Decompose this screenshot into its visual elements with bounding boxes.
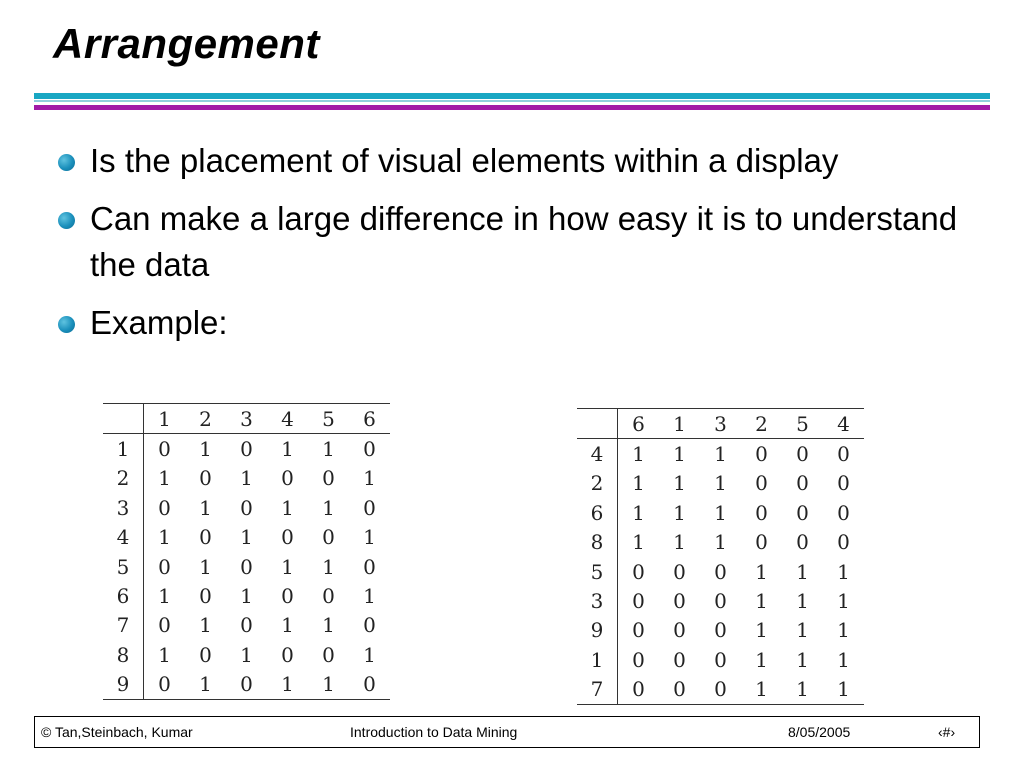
footer-course-title: Introduction to Data Mining <box>350 724 518 740</box>
table-cell: 1 <box>322 672 335 697</box>
slide-footer <box>34 716 980 748</box>
bullet-item <box>58 196 958 288</box>
column-header: 4 <box>281 406 294 431</box>
table-cell: 0 <box>363 613 376 638</box>
bullet-list <box>58 138 958 358</box>
table-cell: 0 <box>199 584 212 609</box>
table-cell: 1 <box>632 442 645 467</box>
table-row <box>103 640 390 669</box>
table-cell: 1 <box>281 672 294 697</box>
table-cell: 1 <box>632 530 645 555</box>
table-cell: 0 <box>755 471 768 496</box>
table-cell: 0 <box>796 442 809 467</box>
table-row <box>103 670 390 700</box>
table-row <box>577 469 864 498</box>
table-cell: 0 <box>322 466 335 491</box>
table-row <box>577 528 864 557</box>
table-cell: 1 <box>796 589 809 614</box>
table-cell: 1 <box>199 613 212 638</box>
table-cell: 0 <box>837 530 850 555</box>
table-cell: 1 <box>281 495 294 520</box>
table-cell: 0 <box>673 647 686 672</box>
row-header: 3 <box>577 586 618 615</box>
row-header: 9 <box>103 670 144 700</box>
table-cell: 0 <box>632 647 645 672</box>
table-cell: 0 <box>755 500 768 525</box>
row-header: 7 <box>103 611 144 640</box>
table-cell: 0 <box>755 530 768 555</box>
table-cell: 1 <box>755 618 768 643</box>
table-cell: 0 <box>673 677 686 702</box>
rearranged-matrix-table <box>577 408 864 705</box>
table-cell: 0 <box>158 672 171 697</box>
table-cell: 0 <box>755 442 768 467</box>
table-cell: 0 <box>199 466 212 491</box>
table-cell: 0 <box>714 559 727 584</box>
table-cell: 1 <box>673 442 686 467</box>
row-header: 5 <box>577 557 618 586</box>
table-cell: 1 <box>158 466 171 491</box>
bullet-text: Is the placement of visual elements within a display <box>90 142 839 179</box>
table-cell: 1 <box>240 584 253 609</box>
table-cell: 0 <box>363 437 376 462</box>
table-cell: 1 <box>281 554 294 579</box>
footer-copyright: © Tan,Steinbach, Kumar <box>41 724 193 740</box>
table-cell: 0 <box>837 500 850 525</box>
table-cell: 0 <box>673 559 686 584</box>
table-row <box>103 552 390 581</box>
row-header: 1 <box>577 645 618 674</box>
column-header: 5 <box>796 411 809 436</box>
table-cell: 1 <box>755 647 768 672</box>
table-row <box>577 675 864 705</box>
table-cell: 1 <box>322 613 335 638</box>
table-cell: 0 <box>796 471 809 496</box>
table-cell: 1 <box>714 442 727 467</box>
table-body <box>103 434 390 700</box>
row-header: 6 <box>103 581 144 610</box>
bullet-text: Example: <box>90 304 228 341</box>
table-row <box>103 581 390 610</box>
table-cell: 0 <box>240 613 253 638</box>
table-cell: 0 <box>632 589 645 614</box>
row-header: 4 <box>577 439 618 469</box>
table-cell: 0 <box>322 642 335 667</box>
table-cell: 1 <box>796 647 809 672</box>
table-cell: 1 <box>673 500 686 525</box>
table-cell: 1 <box>158 525 171 550</box>
table-cell: 1 <box>158 584 171 609</box>
table-cell: 0 <box>240 672 253 697</box>
row-header: 6 <box>577 498 618 527</box>
table-cell: 1 <box>632 500 645 525</box>
table-cell: 0 <box>363 495 376 520</box>
table-cell: 1 <box>240 642 253 667</box>
table-cell: 1 <box>363 642 376 667</box>
table-body <box>577 439 864 705</box>
table-row <box>577 498 864 527</box>
table-row <box>577 586 864 615</box>
table-cell: 1 <box>837 647 850 672</box>
row-header: 2 <box>577 469 618 498</box>
table-cell: 1 <box>673 471 686 496</box>
bullet-dot-icon <box>58 316 75 333</box>
bullet-item <box>58 300 958 346</box>
table-cell: 1 <box>199 437 212 462</box>
row-header: 9 <box>577 616 618 645</box>
table-cell: 0 <box>673 618 686 643</box>
table-cell: 0 <box>632 618 645 643</box>
table-cell: 1 <box>714 471 727 496</box>
table-cell: 0 <box>158 613 171 638</box>
table-row <box>577 645 864 674</box>
row-header: 7 <box>577 675 618 705</box>
table-cell: 1 <box>158 642 171 667</box>
table-row <box>103 611 390 640</box>
table-cell: 1 <box>322 554 335 579</box>
table-cell: 0 <box>199 525 212 550</box>
table-cell: 1 <box>281 437 294 462</box>
table-cell: 1 <box>714 530 727 555</box>
column-header: 2 <box>755 411 768 436</box>
column-header: 1 <box>158 406 171 431</box>
row-header: 5 <box>103 552 144 581</box>
table-cell: 1 <box>837 677 850 702</box>
column-header: 2 <box>199 406 212 431</box>
table-cell: 1 <box>632 471 645 496</box>
table-cell: 0 <box>363 672 376 697</box>
table-cell: 1 <box>363 584 376 609</box>
table-cell: 0 <box>796 530 809 555</box>
bullet-text: Can make a large difference in how easy it is to understand the data <box>90 200 958 283</box>
table-cell: 0 <box>714 647 727 672</box>
table-cell: 1 <box>714 500 727 525</box>
table-cell: 0 <box>363 554 376 579</box>
table-cell: 0 <box>714 677 727 702</box>
row-header: 1 <box>103 434 144 464</box>
table-cell: 0 <box>281 584 294 609</box>
bullet-dot-icon <box>58 154 75 171</box>
column-header: 6 <box>363 406 376 431</box>
table-row <box>103 434 390 464</box>
corner-cell <box>577 409 618 439</box>
table-cell: 0 <box>714 618 727 643</box>
table-cell: 1 <box>322 437 335 462</box>
table-cell: 1 <box>363 525 376 550</box>
original-matrix-table <box>103 403 390 700</box>
table-cell: 0 <box>199 642 212 667</box>
table-cell: 1 <box>755 589 768 614</box>
title-rule-mid <box>34 100 990 102</box>
column-header: 3 <box>240 406 253 431</box>
bullet-dot-icon <box>58 212 75 229</box>
table-row <box>103 464 390 493</box>
table-cell: 1 <box>199 554 212 579</box>
table-header-row <box>577 409 864 439</box>
corner-cell <box>103 404 144 434</box>
row-header: 3 <box>103 493 144 522</box>
table-cell: 0 <box>632 677 645 702</box>
table-cell: 1 <box>199 495 212 520</box>
title-rule-bottom <box>34 105 990 110</box>
table-cell: 1 <box>281 613 294 638</box>
table-cell: 0 <box>673 589 686 614</box>
table-cell: 1 <box>796 559 809 584</box>
table-cell: 0 <box>240 554 253 579</box>
table-cell: 1 <box>240 525 253 550</box>
table-cell: 0 <box>322 584 335 609</box>
row-header: 8 <box>577 528 618 557</box>
table-row <box>103 493 390 522</box>
footer-page-number: ‹#› <box>938 724 956 740</box>
table-header-row <box>103 404 390 434</box>
table-cell: 0 <box>714 589 727 614</box>
table-cell: 1 <box>240 466 253 491</box>
row-header: 4 <box>103 523 144 552</box>
column-header: 3 <box>714 411 727 436</box>
table-row <box>103 523 390 552</box>
column-header: 5 <box>322 406 335 431</box>
table-cell: 0 <box>158 495 171 520</box>
table-cell: 1 <box>837 589 850 614</box>
table-cell: 0 <box>240 495 253 520</box>
table-cell: 0 <box>322 525 335 550</box>
table-row <box>577 616 864 645</box>
table-cell: 1 <box>673 530 686 555</box>
table-cell: 0 <box>158 554 171 579</box>
column-header: 1 <box>673 411 686 436</box>
table-cell: 0 <box>281 642 294 667</box>
table-cell: 1 <box>837 618 850 643</box>
bullet-item <box>58 138 958 184</box>
column-header: 4 <box>837 411 850 436</box>
table-cell: 0 <box>632 559 645 584</box>
column-header: 6 <box>632 411 645 436</box>
table-cell: 0 <box>240 437 253 462</box>
slide-title: Arrangement <box>53 20 320 67</box>
table-row <box>577 557 864 586</box>
table-cell: 0 <box>796 500 809 525</box>
table-cell: 0 <box>158 437 171 462</box>
table-cell: 0 <box>281 466 294 491</box>
table-cell: 1 <box>837 559 850 584</box>
table-cell: 0 <box>281 525 294 550</box>
title-rule-top <box>34 93 990 99</box>
table-cell: 1 <box>755 677 768 702</box>
row-header: 2 <box>103 464 144 493</box>
table-cell: 1 <box>199 672 212 697</box>
table-cell: 0 <box>837 471 850 496</box>
table-cell: 1 <box>796 677 809 702</box>
table-row <box>577 439 864 469</box>
table-cell: 1 <box>796 618 809 643</box>
table-cell: 1 <box>755 559 768 584</box>
footer-date: 8/05/2005 <box>788 724 851 740</box>
row-header: 8 <box>103 640 144 669</box>
table-cell: 1 <box>363 466 376 491</box>
table-cell: 0 <box>837 442 850 467</box>
table-cell: 1 <box>322 495 335 520</box>
